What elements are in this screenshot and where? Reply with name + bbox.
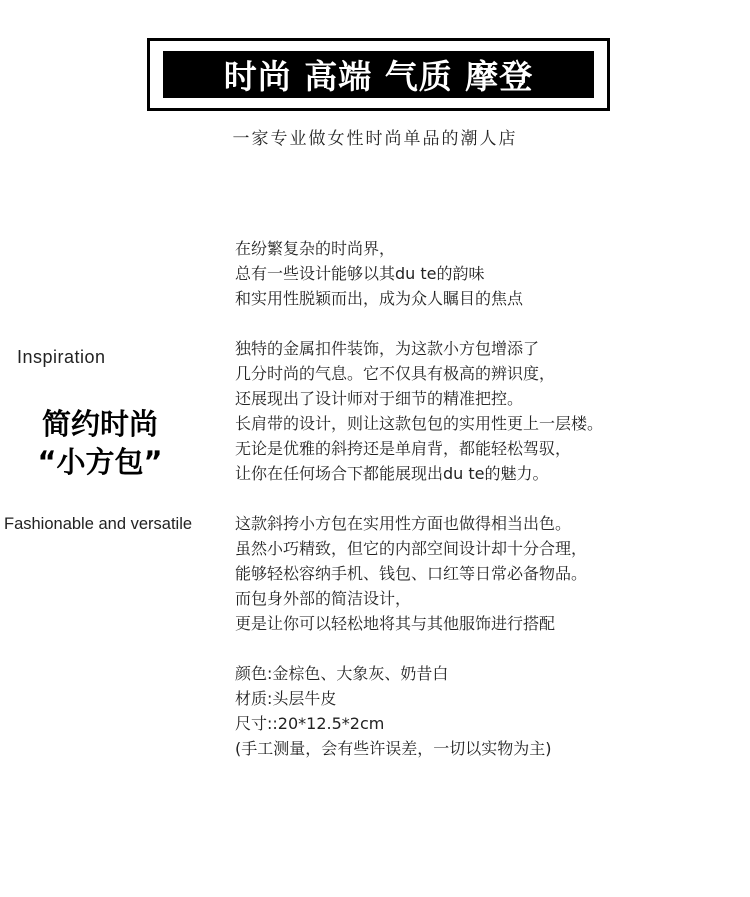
text-line: 在纷繁复杂的时尚界，	[235, 239, 396, 258]
text-line: 让你在任何场合下都能展现出du te的魅力。	[235, 464, 549, 483]
spec-size: 尺寸::20*12.5*2cm	[235, 714, 385, 733]
tagline-label: Fashionable and versatile	[4, 515, 193, 533]
text-line: 和实用性脱颖而出，成为众人瞩目的焦点	[235, 289, 524, 308]
text-line: 几分时尚的气息。它不仅具有极高的辨识度，	[235, 364, 556, 383]
text-line: 独特的金属扣件装饰，为这款小方包增添了	[235, 339, 540, 358]
text-line: 长肩带的设计，则让这款包包的实用性更上一层楼。	[235, 414, 604, 433]
headline-line-1: 简约时尚	[41, 407, 158, 441]
text-line: 总有一些设计能够以其du te的韵味	[235, 264, 485, 283]
paragraph-practicality	[235, 511, 740, 636]
shop-subtitle: 一家专业做女性时尚单品的潮人店	[232, 129, 518, 149]
banner	[147, 38, 610, 111]
text-line: 而包身外部的简洁设计，	[235, 589, 412, 608]
text-line: 还展现出了设计师对于细节的精准把控。	[235, 389, 524, 408]
product-headline	[30, 405, 170, 481]
spec-color: 颜色:金棕色、大象灰、奶昔白	[235, 664, 449, 683]
paragraph-specs	[235, 661, 740, 761]
spec-material: 材质:头层牛皮	[235, 689, 337, 708]
text-line: 虽然小巧精致，但它的内部空间设计却十分合理，	[235, 539, 588, 558]
paragraph-design	[235, 336, 740, 486]
text-line: 这款斜挎小方包在实用性方面也做得相当出色。	[235, 514, 572, 533]
banner-fill	[163, 51, 594, 98]
text-line: 能够轻松容纳手机、钱包、口红等日常必备物品。	[235, 564, 588, 583]
banner-title: 时尚 高端 气质 摩登	[223, 57, 534, 96]
paragraph-intro	[235, 236, 740, 311]
headline-line-2: “小方包”	[37, 445, 163, 479]
inspiration-label: Inspiration	[17, 347, 106, 367]
spec-note: (手工测量，会有些许误差，一切以实物为主)	[235, 739, 552, 758]
text-line: 更是让你可以轻松地将其与其他服饰进行搭配	[235, 614, 556, 633]
product-description	[235, 236, 740, 786]
text-line: 无论是优雅的斜挎还是单肩背，都能轻松驾驭，	[235, 439, 572, 458]
